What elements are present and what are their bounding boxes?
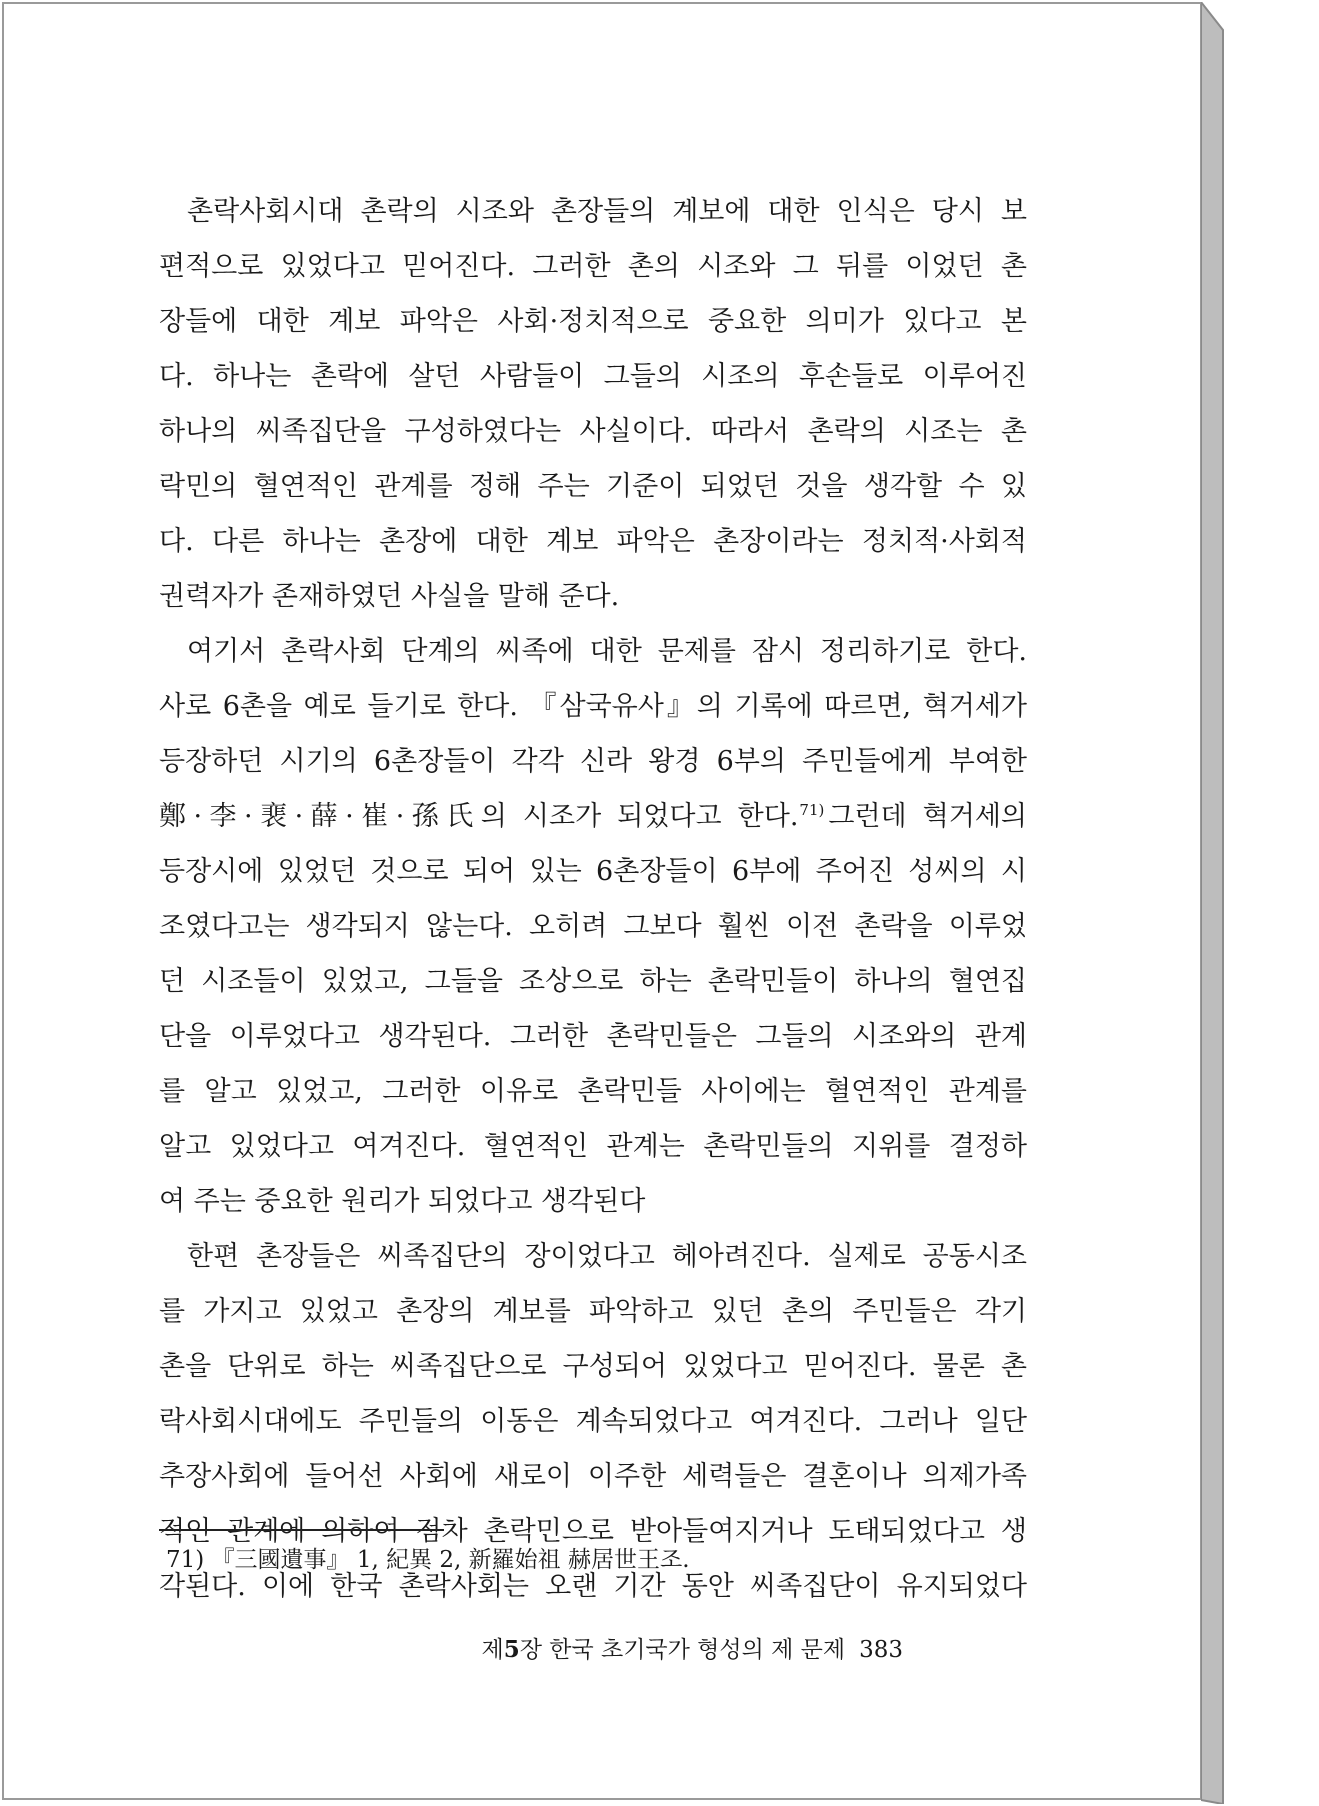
body-text bbox=[159, 184, 1027, 1614]
text-line: 던 시조들이 있었고, 그들을 조상으로 하는 촌락민들이 하나의 혈연집 bbox=[159, 966, 1027, 997]
footnote-divider bbox=[159, 1529, 444, 1531]
text-line-with-footnote bbox=[159, 789, 1027, 844]
text-line: 락민의 혈연적인 관계를 정해 주는 기준이 되었던 것을 생각할 수 있 bbox=[159, 471, 1027, 502]
text-line: 편적으로 있었다고 믿어진다. 그러한 촌의 시조와 그 뒤를 이었던 촌 bbox=[159, 251, 1027, 282]
text-line: 락사회시대에도 주민들의 이동은 계속되었다고 여겨진다. 그러나 일단 bbox=[159, 1406, 1027, 1437]
text-line: 각된다. 이에 한국 촌락사회는 오랜 기간 동안 씨족집단이 유지되었다 bbox=[159, 1571, 1027, 1602]
text-line: 등장시에 있었던 것으로 되어 있는 6촌장들이 6부에 주어진 성씨의 시 bbox=[159, 856, 1027, 887]
text-line: 촌락사회시대 촌락의 시조와 촌장들의 계보에 대한 인식은 당시 보 bbox=[187, 196, 1027, 227]
text-line: 적인 관계에 의하여 점차 촌락민으로 받아들여지거나 도태되었다고 생 bbox=[159, 1516, 1027, 1547]
running-footer bbox=[481, 1631, 903, 1664]
footnote: 71) 『三國遺事』 1, 紀異 2, 新羅始祖 赫居世王조. bbox=[166, 1547, 690, 1573]
text-line: 한편 촌장들은 씨족집단의 장이었다고 헤아려진다. 실제로 공동시조 bbox=[187, 1241, 1027, 1272]
page-stack-shape bbox=[1201, 2, 1301, 1804]
text-line: 촌을 단위로 하는 씨족집단으로 구성되어 있었다고 믿어진다. 물론 촌 bbox=[159, 1351, 1027, 1382]
text-line: 알고 있었다고 여겨진다. 혈연적인 관계는 촌락민들의 지위를 결정하 bbox=[159, 1131, 1027, 1162]
text-line: 여기서 촌락사회 단계의 씨족에 대한 문제를 잠시 정리하기로 한다. bbox=[187, 636, 1027, 667]
chapter-number: 5 bbox=[503, 1636, 520, 1663]
text-line: 여 주는 중요한 원리가 되었다고 생각된다 bbox=[159, 1186, 646, 1217]
text-line: 사로 6촌을 예로 들기로 한다. 『삼국유사』의 기록에 따르면, 혁거세가 bbox=[159, 691, 1027, 722]
text-line: 장들에 대한 계보 파악은 사회·정치적으로 중요한 의미가 있다고 본 bbox=[159, 306, 1027, 337]
chapter-title: 장 한국 초기국가 형성의 제 문제 bbox=[519, 1637, 846, 1663]
footnote-reference: 71) bbox=[799, 801, 825, 819]
book-page bbox=[2, 2, 1202, 1800]
text-line: 하나의 씨족집단을 구성하였다는 사실이다. 따라서 촌락의 시조는 촌 bbox=[159, 416, 1027, 447]
text-segment: 鄭·李·裵·薛·崔·孫氏의 시조가 되었다고 한다. bbox=[159, 801, 799, 832]
text-line: 를 알고 있었고, 그러한 이유로 촌락민들 사이에는 혈연적인 관계를 bbox=[159, 1076, 1027, 1107]
text-line: 등장하던 시기의 6촌장들이 각각 신라 왕경 6부의 주민들에게 부여한 bbox=[159, 746, 1027, 777]
text-line: 다. 다른 하나는 촌장에 대한 계보 파악은 촌장이라는 정치적·사회적 bbox=[159, 526, 1027, 557]
text-line: 권력자가 존재하였던 사실을 말해 준다. bbox=[159, 581, 620, 612]
text-line: 단을 이루었다고 생각된다. 그러한 촌락민들은 그들의 시조와의 관계 bbox=[159, 1021, 1027, 1052]
text-line: 를 가지고 있었고 촌장의 계보를 파악하고 있던 촌의 주민들은 각기 bbox=[159, 1296, 1027, 1327]
chapter-prefix: 제 bbox=[481, 1637, 504, 1663]
text-line: 다. 하나는 촌락에 살던 사람들이 그들의 시조의 후손들로 이루어진 bbox=[159, 361, 1027, 392]
text-line: 조였다고는 생각되지 않는다. 오히려 그보다 훨씬 이전 촌락을 이루었 bbox=[159, 911, 1027, 942]
page-number: 383 bbox=[859, 1637, 903, 1663]
text-segment: 그런데 혁거세의 bbox=[828, 801, 1028, 832]
text-line: 추장사회에 들어선 사회에 새로이 이주한 세력들은 결혼이나 의제가족 bbox=[159, 1461, 1027, 1492]
